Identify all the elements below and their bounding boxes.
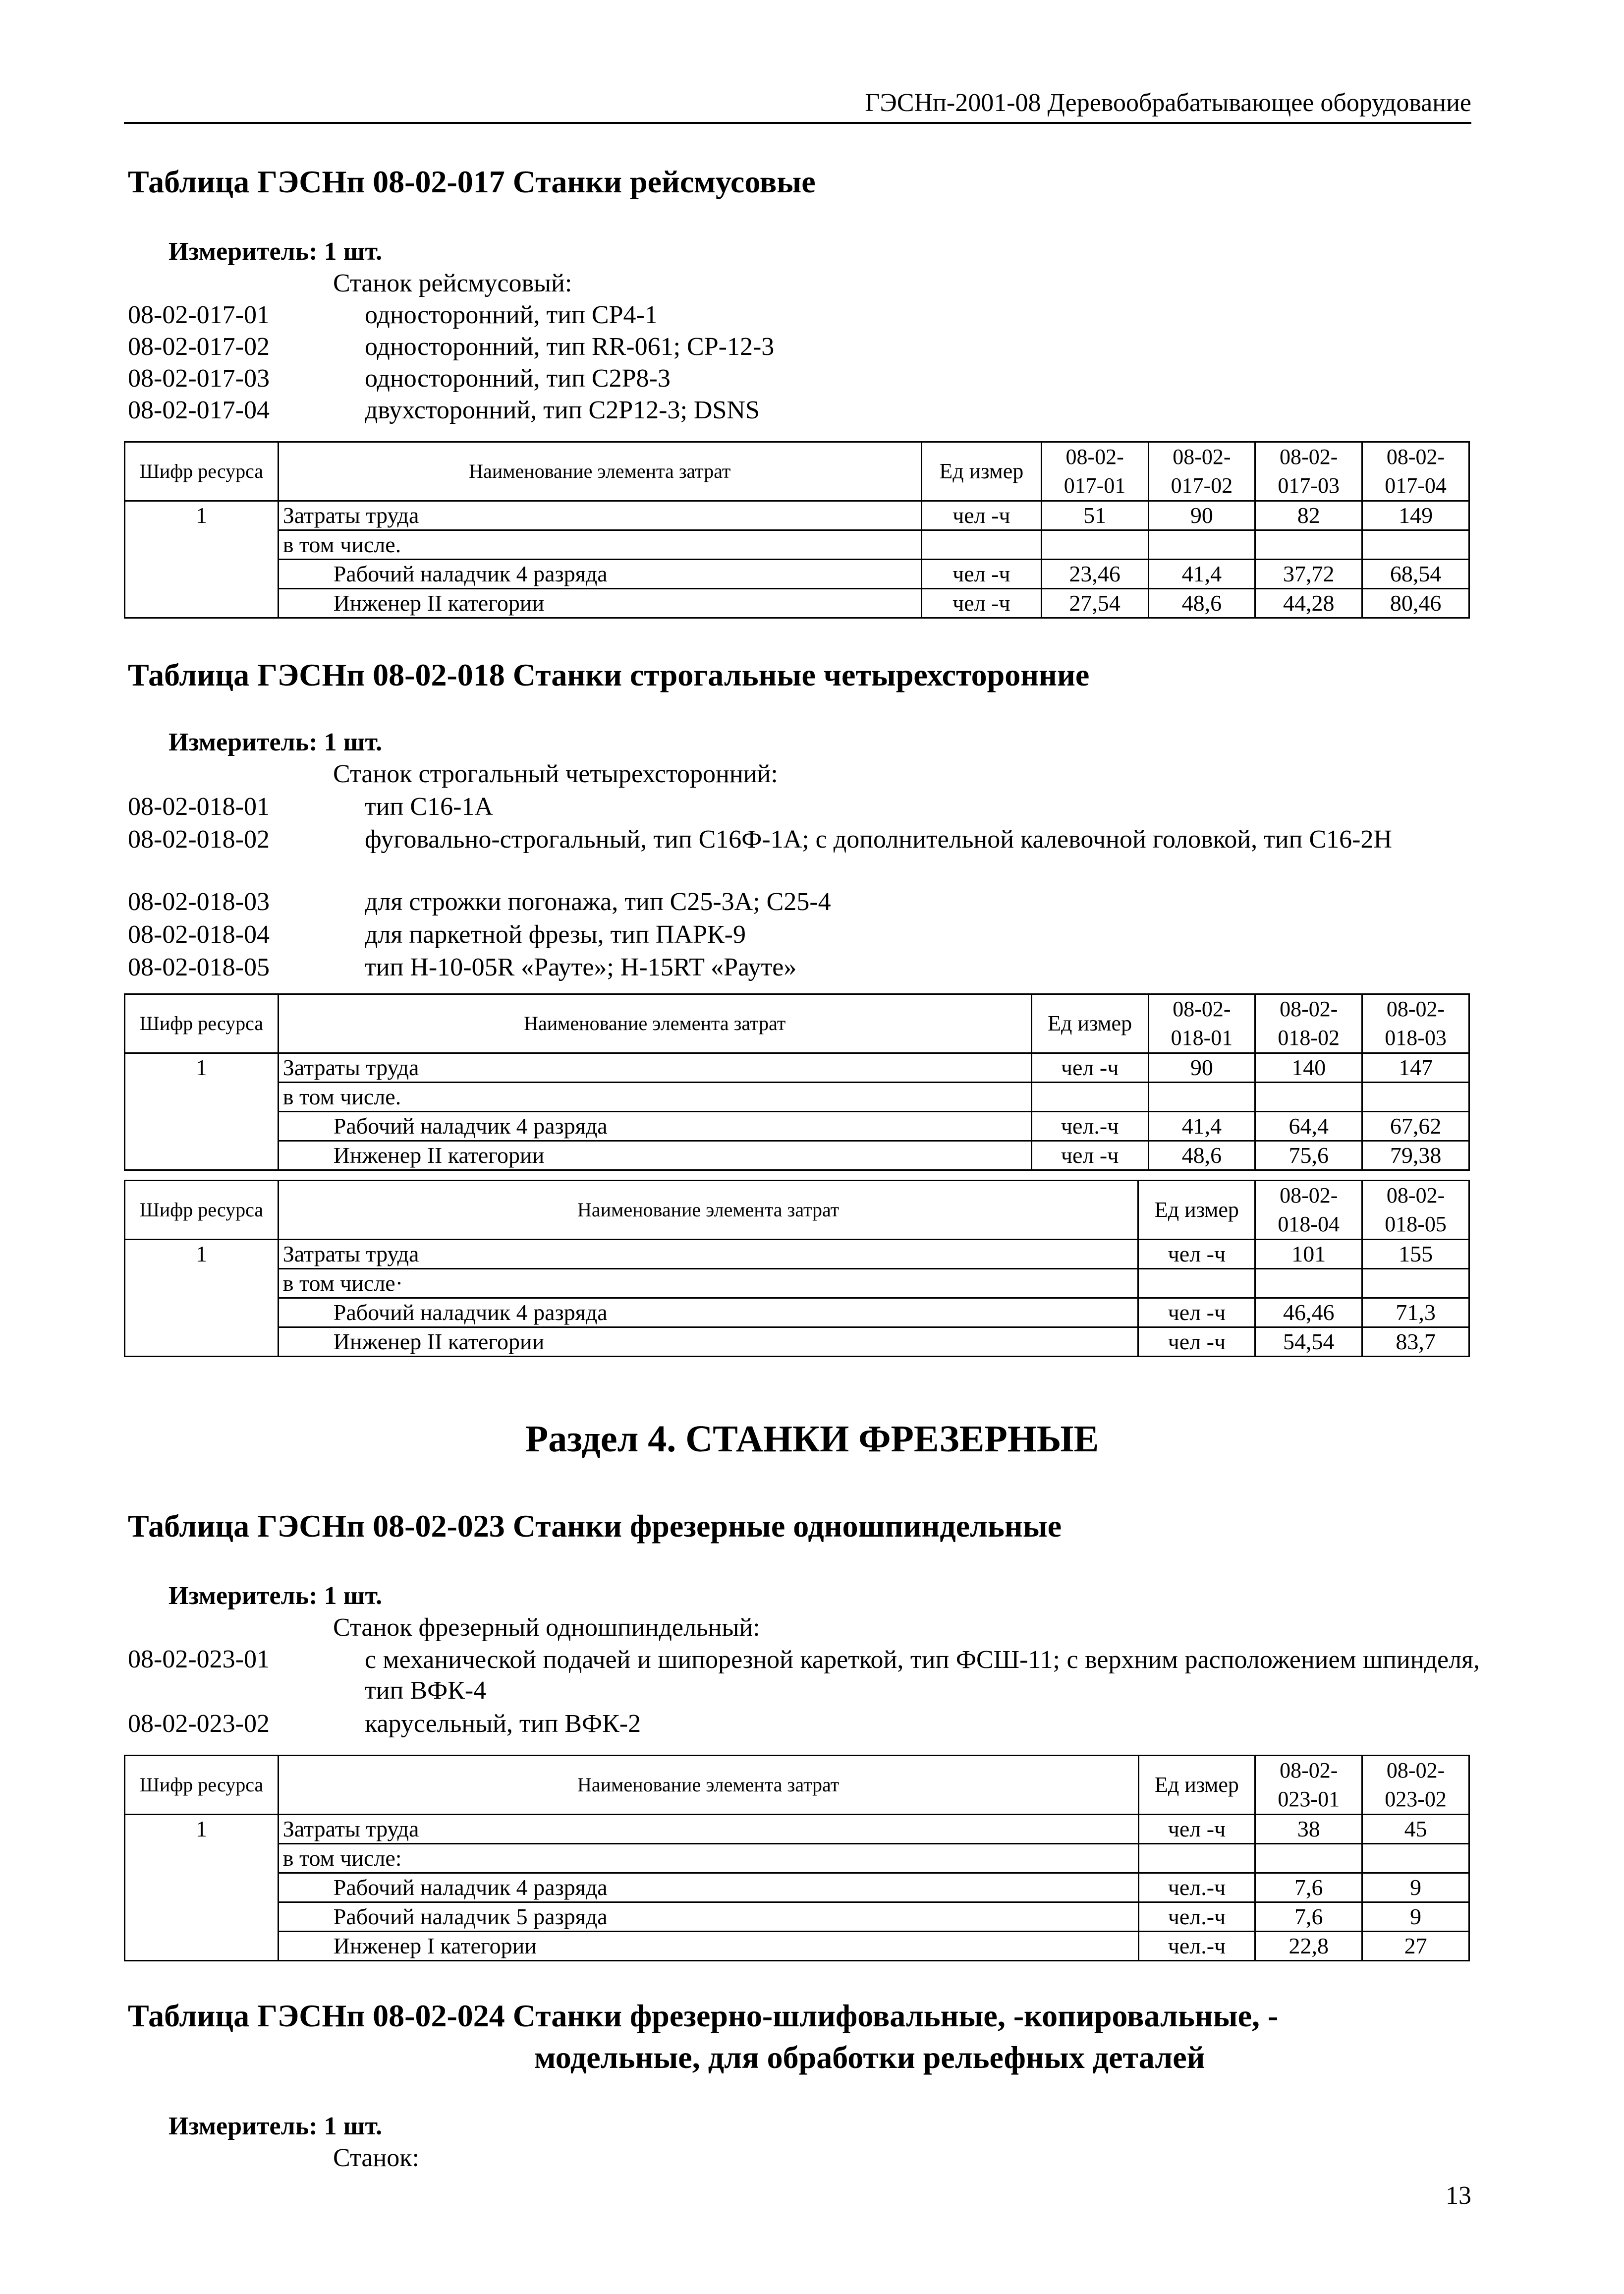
cost-name: Инженер II категории — [278, 589, 921, 618]
cost-name: в том числе. — [278, 1083, 1031, 1112]
table-row — [125, 1112, 1469, 1141]
measure-label: Измеритель: — [168, 728, 318, 756]
table-018-intro: Станок строгальный четырехсторонний: — [333, 760, 778, 788]
cost-name: Рабочий наладчик 4 разряда — [278, 560, 921, 589]
table-018-title: Таблица ГЭСНп 08-02-018 Станки строгальные четырехсторонние — [128, 657, 1090, 692]
unit: чел -ч — [1138, 1240, 1255, 1269]
item-code: 08-02-017-04 — [128, 396, 270, 424]
col-code: 08-02- 018-05 — [1362, 1181, 1469, 1240]
item-description: тип С16-1А — [365, 793, 493, 821]
value: 41,4 — [1148, 1112, 1255, 1141]
table-row — [125, 1902, 1469, 1932]
cost-name: в том числе· — [278, 1269, 1138, 1298]
cost-name: Затраты труда — [278, 1815, 1138, 1844]
measure-value: 1 шт. — [324, 237, 383, 266]
cost-name: в том числе: — [278, 1844, 1138, 1873]
value: 79,38 — [1362, 1141, 1469, 1170]
item-description: двухсторонний, тип С2Р12-3; DSNS — [365, 396, 760, 424]
item-description: фуговально-строгальный, тип С16Ф-1А; с дополнительной калевочной головкой, тип С16-2Н — [365, 825, 1393, 854]
value: 37,72 — [1255, 560, 1362, 589]
col-code: 08-02- 017-01 — [1041, 442, 1148, 501]
col-unit: Ед измер — [921, 442, 1041, 501]
cost-name: Инженер I категории — [278, 1932, 1138, 1961]
measure-value: 1 шт. — [324, 2112, 383, 2140]
list-item — [128, 920, 1476, 952]
col-resource-code: Шифр ресурса — [125, 1181, 279, 1240]
value: 64,4 — [1255, 1112, 1362, 1141]
cost-name: Инженер II категории — [278, 1327, 1138, 1357]
table-024-intro: Станок: — [333, 2144, 419, 2172]
table-header — [125, 1181, 1469, 1240]
col-unit: Ед измер — [1031, 994, 1148, 1053]
item-code: 08-02-017-01 — [128, 301, 270, 329]
item-code: 08-02-018-02 — [128, 825, 270, 854]
unit: чел -ч — [1138, 1815, 1255, 1844]
item-code: 08-02-017-03 — [128, 364, 270, 393]
measure-value: 1 шт. — [324, 728, 383, 756]
table-row — [125, 501, 1469, 530]
unit: чел -ч — [921, 501, 1041, 530]
item-description: односторонний, тип RR-061; СР-12-3 — [365, 333, 775, 361]
unit: чел -ч — [921, 560, 1041, 589]
table-row — [125, 1141, 1469, 1170]
value: 51 — [1041, 501, 1148, 530]
table-row — [125, 1053, 1469, 1083]
value: 46,46 — [1255, 1298, 1362, 1327]
col-unit: Ед измер — [1138, 1756, 1255, 1815]
header-rule — [124, 122, 1471, 124]
table-row — [125, 560, 1469, 589]
value: 41,4 — [1148, 560, 1255, 589]
cost-name: Затраты труда — [278, 1053, 1031, 1083]
table-row — [125, 1327, 1469, 1357]
unit: чел.-ч — [1138, 1932, 1255, 1961]
item-code: 08-02-023-01 — [128, 1645, 270, 1673]
cost-name: Инженер II категории — [278, 1141, 1031, 1170]
unit: чел -ч — [1138, 1298, 1255, 1327]
value: 68,54 — [1362, 560, 1469, 589]
table-024-measure — [168, 2112, 382, 2141]
value: 75,6 — [1255, 1141, 1362, 1170]
value: 90 — [1148, 501, 1255, 530]
item-code: 08-02-018-01 — [128, 793, 270, 821]
value: 9 — [1362, 1902, 1469, 1932]
value: 27,54 — [1041, 589, 1148, 618]
table-header — [125, 1756, 1469, 1815]
table-row — [125, 1815, 1469, 1844]
item-code: 08-02-018-03 — [128, 888, 270, 916]
item-code: 08-02-018-05 — [128, 953, 270, 981]
item-code: 08-02-023-02 — [128, 1710, 270, 1738]
table-row — [125, 1269, 1469, 1298]
table-row — [125, 1844, 1469, 1873]
col-cost-name: Наименование элемента затрат — [278, 994, 1031, 1053]
cost-name: Рабочий наладчик 4 разряда — [278, 1298, 1138, 1327]
value: 67,62 — [1362, 1112, 1469, 1141]
col-cost-name: Наименование элемента затрат — [278, 1181, 1138, 1240]
table-row — [125, 530, 1469, 560]
list-item — [128, 396, 1476, 427]
table-024-title-line1: Таблица ГЭСНп 08-02-024 Станки фрезерно-шлифовальные, -копировальные, - — [128, 1998, 1279, 2033]
col-code: 08-02- 017-02 — [1148, 442, 1255, 501]
list-item — [128, 1645, 1480, 1708]
value: 90 — [1148, 1053, 1255, 1083]
value: 48,6 — [1148, 589, 1255, 618]
item-description: для паркетной фрезы, тип ПАРК-9 — [365, 920, 746, 949]
value: 149 — [1362, 501, 1469, 530]
table-header — [125, 442, 1469, 501]
cost-name: Рабочий наладчик 4 разряда — [278, 1873, 1138, 1902]
col-code: 08-02- 017-04 — [1362, 442, 1469, 501]
table-018-measure — [168, 728, 382, 757]
value: 38 — [1255, 1815, 1362, 1844]
list-item — [128, 332, 1476, 364]
col-code: 08-02- 023-02 — [1362, 1756, 1469, 1815]
table-row — [125, 1932, 1469, 1961]
unit: чел -ч — [1138, 1327, 1255, 1357]
value: 48,6 — [1148, 1141, 1255, 1170]
table-023-measure — [168, 1581, 382, 1610]
cost-name: Затраты труда — [278, 501, 921, 530]
unit: чел.-ч — [1138, 1873, 1255, 1902]
table-row — [125, 1083, 1469, 1112]
col-code: 08-02- 018-02 — [1255, 994, 1362, 1053]
table-row — [125, 589, 1469, 618]
section-title: Раздел 4. СТАНКИ ФРЕЗЕРНЫЕ — [525, 1418, 1099, 1460]
value: 7,6 — [1255, 1873, 1362, 1902]
unit: чел.-ч — [1138, 1902, 1255, 1932]
value: 9 — [1362, 1873, 1469, 1902]
col-code: 08-02- 018-03 — [1362, 994, 1469, 1053]
value: 83,7 — [1362, 1327, 1469, 1357]
value: 45 — [1362, 1815, 1469, 1844]
resource-code: 1 — [125, 1815, 279, 1961]
unit: чел -ч — [1031, 1053, 1148, 1083]
resource-code: 1 — [125, 501, 279, 618]
list-item — [128, 887, 1476, 919]
table-024-title-line2: модельные, для обработки рельефных деталей — [534, 2040, 1205, 2075]
value: 147 — [1362, 1053, 1469, 1083]
col-code: 08-02- 023-01 — [1255, 1756, 1362, 1815]
table-row — [125, 1873, 1469, 1902]
table-row — [125, 1240, 1469, 1269]
col-unit: Ед измер — [1138, 1181, 1255, 1240]
table-header — [125, 994, 1469, 1053]
table-017-measure — [168, 237, 382, 266]
table-023-intro: Станок фрезерный одношпиндельный: — [333, 1613, 760, 1642]
table-row — [125, 1298, 1469, 1327]
item-code: 08-02-018-04 — [128, 920, 270, 949]
list-item — [128, 364, 1476, 396]
item-description: с механической подачей и шипорезной кареткой, тип ФСШ-11; с верхним расположением шпинделя, тип ВФК-4 — [365, 1646, 1480, 1705]
cost-name: Рабочий наладчик 5 разряда — [278, 1902, 1138, 1932]
col-resource-code: Шифр ресурса — [125, 442, 279, 501]
unit: чел.-ч — [1031, 1112, 1148, 1141]
item-description: карусельный, тип ВФК-2 — [365, 1710, 641, 1738]
value: 44,28 — [1255, 589, 1362, 618]
col-code: 08-02- 018-04 — [1255, 1181, 1362, 1240]
list-item — [128, 792, 1476, 824]
col-code: 08-02- 017-03 — [1255, 442, 1362, 501]
col-resource-code: Шифр ресурса — [125, 994, 279, 1053]
resource-table-017 — [124, 441, 1470, 619]
item-description: односторонний, тип С2Р8-3 — [365, 364, 671, 393]
table-023-title: Таблица ГЭСНп 08-02-023 Станки фрезерные одношпиндельные — [128, 1508, 1062, 1544]
value: 80,46 — [1362, 589, 1469, 618]
measure-label: Измеритель: — [168, 1582, 318, 1610]
running-header: ГЭСНп-2001-08 Деревообрабатывающее оборудование — [865, 89, 1471, 117]
list-item — [128, 300, 1476, 332]
value: 27 — [1362, 1932, 1469, 1961]
resource-table-018a — [124, 993, 1470, 1171]
page-number: 13 — [1446, 2181, 1471, 2210]
col-cost-name: Наименование элемента затрат — [278, 1756, 1138, 1815]
value: 71,3 — [1362, 1298, 1469, 1327]
list-item — [128, 825, 1476, 888]
value: 54,54 — [1255, 1327, 1362, 1357]
resource-table-018b — [124, 1180, 1470, 1357]
col-code: 08-02- 018-01 — [1148, 994, 1255, 1053]
measure-label: Измеритель: — [168, 237, 318, 266]
resource-code: 1 — [125, 1240, 279, 1357]
value: 155 — [1362, 1240, 1469, 1269]
col-resource-code: Шифр ресурса — [125, 1756, 279, 1815]
value: 7,6 — [1255, 1902, 1362, 1932]
list-item — [128, 1709, 1476, 1741]
resource-code: 1 — [125, 1053, 279, 1170]
cost-name: в том числе. — [278, 530, 921, 560]
list-item — [128, 953, 1476, 984]
table-017-title: Таблица ГЭСНп 08-02-017 Станки рейсмусовые — [128, 164, 816, 199]
item-description: для строжки погонажа, тип С25-3А; С25-4 — [365, 888, 831, 916]
item-description: тип Н-10-05R «Рауте»; Н-15RT «Рауте» — [365, 953, 797, 981]
unit: чел -ч — [1031, 1141, 1148, 1170]
value: 140 — [1255, 1053, 1362, 1083]
value: 82 — [1255, 501, 1362, 530]
cost-name: Затраты труда — [278, 1240, 1138, 1269]
col-cost-name: Наименование элемента затрат — [278, 442, 921, 501]
measure-value: 1 шт. — [324, 1582, 383, 1610]
item-description: односторонний, тип СР4-1 — [365, 301, 658, 329]
cost-name: Рабочий наладчик 4 разряда — [278, 1112, 1031, 1141]
item-code: 08-02-017-02 — [128, 333, 270, 361]
unit: чел -ч — [921, 589, 1041, 618]
table-017-intro: Станок рейсмусовый: — [333, 269, 572, 297]
value: 22,8 — [1255, 1932, 1362, 1961]
value: 23,46 — [1041, 560, 1148, 589]
measure-label: Измеритель: — [168, 2112, 318, 2140]
value: 101 — [1255, 1240, 1362, 1269]
resource-table-023 — [124, 1755, 1470, 1961]
